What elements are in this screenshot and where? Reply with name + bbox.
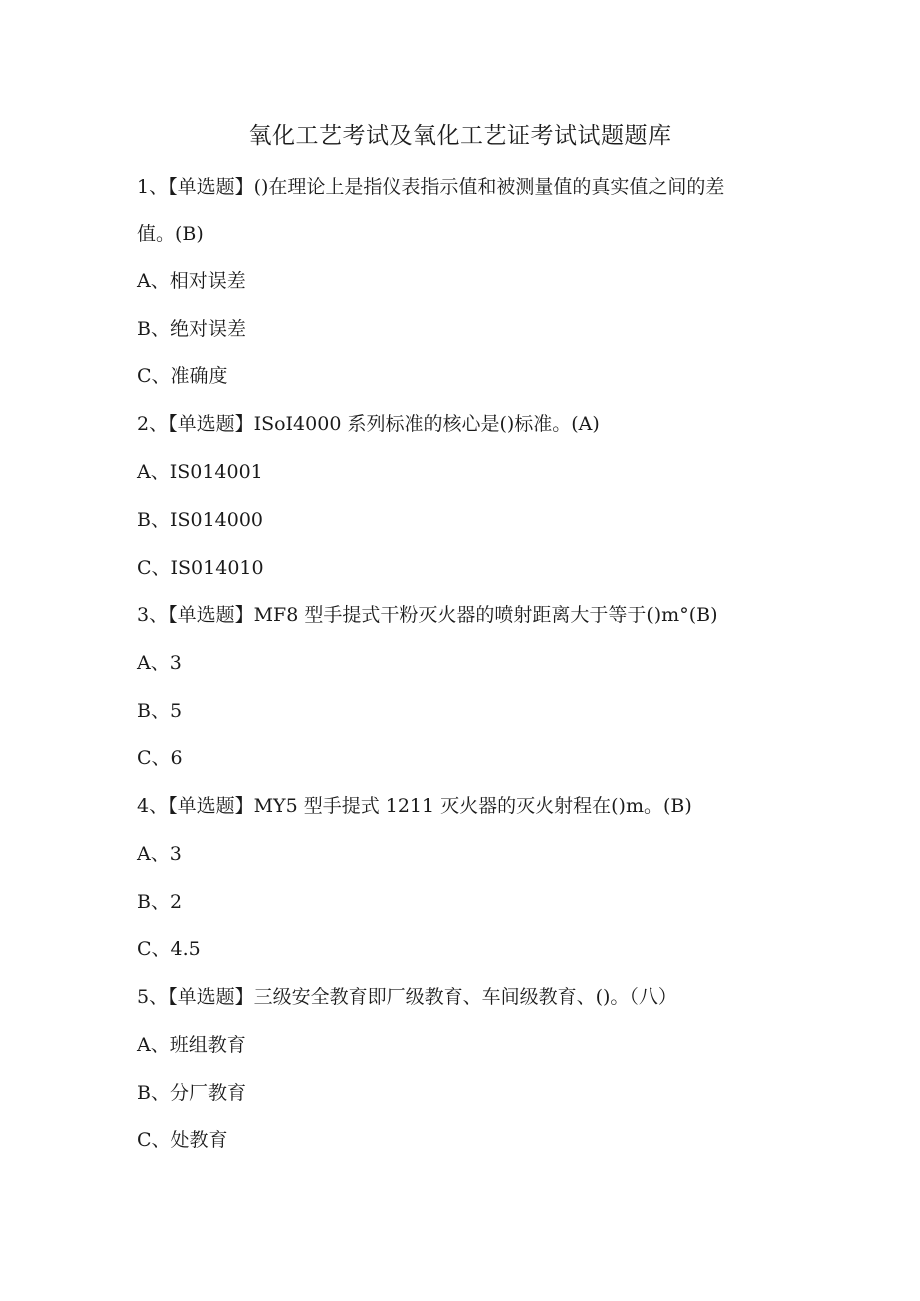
question-3-option-c: C、6 [137,747,183,769]
question-4-option-c: C、4.5 [137,938,201,960]
question-3-option-a: A、3 [137,652,182,674]
question-2-option-b: B、IS014000 [137,509,264,531]
document-title: 氧化工艺考试及氧化工艺证考试试题题库 [248,123,672,149]
question-5-option-a: A、班组教育 [137,1034,246,1056]
question-3-option-b: B、5 [137,700,183,722]
question-3-stem: 3、【单选题】MF8 型手提式干粉灭火器的喷射距离大于等于()m°(B) [137,604,718,626]
question-5-stem: 5、【单选题】三级安全教育即厂级教育、车间级教育、()。（八） [137,986,677,1008]
question-2-option-a: A、IS014001 [137,461,263,483]
question-5-option-b: B、分厂教育 [137,1082,246,1104]
question-4-stem: 4、【单选题】MY5 型手提式 1211 灭火器的灭火射程在()m。(B) [137,795,692,817]
question-2-stem: 2、【单选题】ISoI4000 系列标准的核心是()标准。(A) [137,413,600,435]
question-4-option-b: B、2 [137,891,183,913]
question-1-option-a: A、相对误差 [137,270,246,292]
question-1-option-b: B、绝对误差 [137,318,246,340]
question-4-option-a: A、3 [137,843,182,865]
question-2-option-c: C、IS014010 [137,557,264,579]
question-1-stem: 1、【单选题】()在理论上是指仪表指示值和被测量值的真实值之间的差 [137,176,725,198]
question-5-option-c: C、处教育 [137,1129,228,1151]
question-1-stem-continued: 值。(B) [137,223,204,245]
question-1-option-c: C、准确度 [137,365,228,387]
